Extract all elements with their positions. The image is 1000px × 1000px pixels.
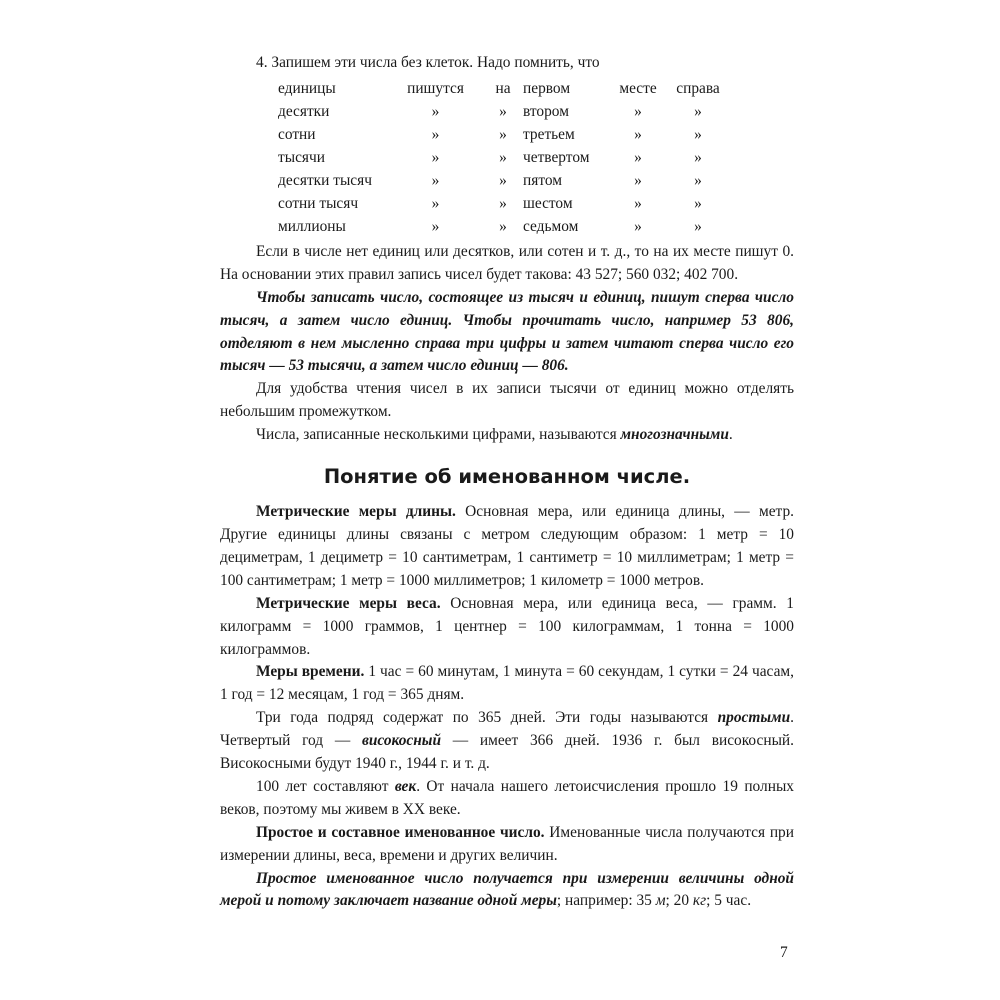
simple-number-rule: Простое именованное число получается при измерении величины одной мерой и потому заключает название одной меры	[220, 869, 794, 910]
leap-year-term: високосный	[361, 732, 442, 750]
place-cell: »	[694, 148, 702, 166]
simple-number-text-b: ; 20	[665, 892, 693, 910]
weight-title: Метрические меры веса.	[256, 594, 441, 612]
time-paragraph	[220, 661, 794, 707]
place-cell: »	[499, 171, 507, 189]
place-row	[278, 124, 728, 147]
place-cell: четвертом	[523, 148, 590, 166]
intro-paragraph: 4. Запишем эти числа без клеток. Надо помнить, что	[256, 54, 600, 71]
place-cell: »	[634, 148, 642, 166]
place-row	[278, 193, 728, 216]
place-cell: »	[499, 148, 507, 166]
place-row	[278, 216, 728, 239]
place-cell: третьем	[523, 125, 575, 143]
place-cell: »	[634, 194, 642, 212]
place-cell: первом	[523, 79, 571, 97]
length-paragraph	[220, 501, 794, 593]
place-cell: »	[431, 194, 440, 212]
place-cell: »	[431, 102, 440, 120]
century-text-a: 100 лет составляют	[256, 777, 395, 795]
simple-number-text-a: ; например: 35	[556, 892, 656, 910]
place-value-table	[278, 78, 728, 239]
place-cell: »	[634, 102, 642, 120]
century-paragraph	[220, 776, 794, 822]
place-cell: »	[499, 102, 507, 120]
page-text	[220, 52, 794, 913]
place-cell: »	[694, 217, 702, 235]
place-cell: »	[634, 217, 642, 235]
place-cell: пятом	[523, 171, 562, 189]
years-paragraph	[220, 707, 794, 776]
simple-number-text-c: ; 5 час.	[706, 892, 752, 910]
page-number: 7	[780, 944, 788, 961]
place-cell: месте	[619, 79, 657, 97]
century-text-b: . От начала нашего летоисчисления прошло 19 полных веков, поэтому мы живем в XX веке.	[220, 777, 794, 818]
place-cell: »	[694, 102, 702, 120]
weight-text: Основная мера, или единица веса, — грамм. 1 килограмм = 1000 граммов, 1 центнер = 100 килограммам, 1 тонна = 1000 килограммов.	[220, 594, 794, 658]
place-cell: »	[634, 125, 642, 143]
century-term: век	[394, 777, 417, 795]
place-row	[278, 78, 728, 101]
section-heading: Понятие об именованном числе.	[323, 465, 691, 489]
simple-years-term: простыми	[717, 709, 791, 727]
years-text-c: — имеет 366 дней. 1936 г. был високосный. Високосными будут 1940 г., 1944 г. и т. д.	[220, 732, 794, 773]
multidigit-text: Числа, записанные несколькими цифрами, называются	[256, 426, 621, 444]
place-cell: »	[634, 171, 642, 189]
place-cell: сотни	[278, 125, 316, 143]
place-cell: единицы	[278, 79, 336, 97]
multidigit-end: .	[728, 426, 733, 444]
place-cell: шестом	[523, 194, 573, 212]
place-cell: »	[431, 171, 440, 189]
place-cell: »	[499, 217, 507, 235]
place-cell: »	[431, 217, 440, 235]
zero-paragraph: Если в числе нет единиц или десятков, или сотен и т. д., то на их месте пишут 0. На основании этих правил запись чисел будет такова: 43 527; 560 032; 402 700.	[220, 242, 794, 283]
place-cell: седьмом	[523, 217, 579, 235]
named-number-title: Простое и составное именованное число.	[256, 823, 545, 841]
unit-meter: м	[655, 892, 666, 910]
place-cell: »	[499, 194, 507, 212]
place-cell: »	[694, 125, 702, 143]
place-cell: »	[431, 125, 440, 143]
place-cell: »	[694, 171, 702, 189]
place-row	[278, 170, 728, 193]
simple-number-paragraph	[220, 868, 794, 914]
place-cell: тысячи	[278, 148, 325, 166]
place-cell: пишутся	[407, 79, 464, 97]
multidigit-paragraph	[220, 424, 794, 447]
place-cell: на	[495, 79, 511, 97]
place-row	[278, 147, 728, 170]
time-text: 1 час = 60 минутам, 1 минута = 60 секундам, 1 сутки = 24 часам, 1 год = 12 месяцам, 1 год = 365 дням.	[220, 663, 794, 704]
length-title: Метрические меры длины.	[256, 503, 456, 521]
time-title: Меры времени.	[256, 663, 365, 681]
place-row	[278, 101, 728, 124]
place-cell: миллионы	[278, 217, 346, 235]
place-cell: десятки тысяч	[278, 171, 372, 189]
place-cell: справа	[676, 79, 720, 97]
years-text-b: . Четвертый год —	[220, 709, 794, 750]
place-cell: втором	[523, 102, 569, 120]
place-cell: »	[499, 125, 507, 143]
multidigit-term: многозначными	[620, 426, 729, 444]
place-cell: десятки	[278, 102, 330, 120]
named-number-text: Именованные числа получаются при измерении длины, веса, времени и других величин.	[220, 823, 794, 864]
years-text-a: Три года подряд содержат по 365 дней. Эти годы называются	[256, 709, 718, 727]
weight-paragraph	[220, 593, 794, 662]
named-number-paragraph	[220, 822, 794, 868]
length-text: Основная мера, или единица длины, — метр. Другие единицы длины связаны с метром следующим образом: 1 метр = 10 дециметрам, 1 дециметр = 10 сантиметрам, 1 сантиметр = 10 миллиметрам; 1 метр = 100 сантиметрам; 1 метр = 1000 миллиметров; 1 километр = 1000 метров.	[220, 503, 794, 589]
unit-kilogram: кг	[692, 892, 707, 910]
place-cell: »	[694, 194, 702, 212]
place-cell: сотни тысяч	[278, 194, 359, 212]
gap-paragraph: Для удобства чтения чисел в их записи тысячи от единиц можно отделять небольшим промежутком.	[220, 380, 794, 421]
place-cell: »	[431, 148, 440, 166]
reading-rule-paragraph: Чтобы записать число, состоящее из тысяч и единиц, пишут сперва число тысяч, а затем число единиц. Чтобы прочитать число, например 53 806, отделяют в нем мысленно справа три цифры и затем читают сперва число его тысяч — 53 тысячи, а затем число единиц — 806.	[220, 288, 794, 375]
